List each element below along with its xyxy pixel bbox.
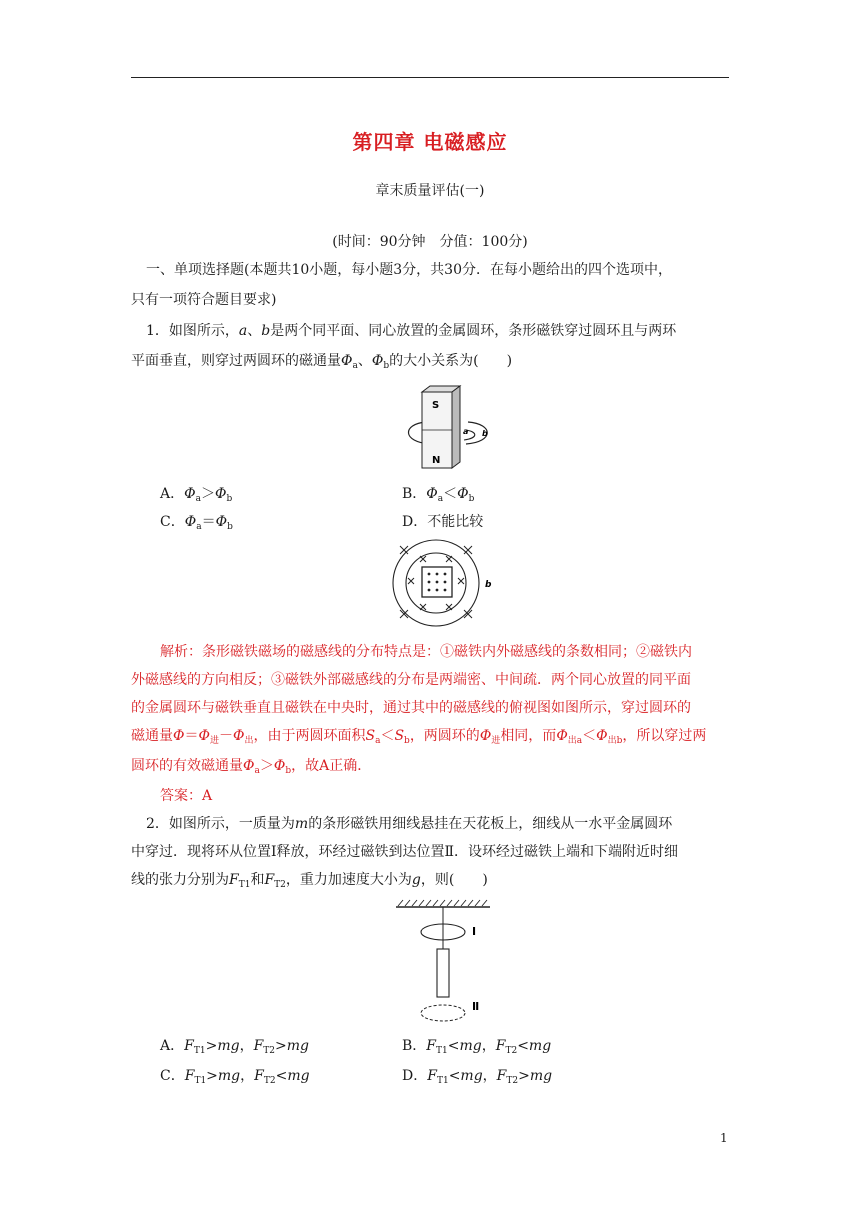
q2-line1: 2．如图所示，一质量为m的条形磁铁用细线悬挂在天花板上，细线从一水平金属圆环	[146, 816, 673, 832]
exam-info: (时间：90分钟 分值：100分)	[332, 234, 528, 250]
analysis-line5: 圆环的有效磁通量$\Phi_a>\Phi_b$，故A正确．	[131, 758, 372, 776]
section-heading-line2: 只有一项符合题目要求)	[131, 292, 277, 308]
subtitle: 章末质量评估(一)	[375, 183, 485, 199]
q1-line1: 1．如图所示，a、b是两个同平面、同心放置的金属圆环，条形磁铁穿过圆环且与两环	[146, 323, 677, 339]
header-rule	[131, 77, 729, 78]
q2-figure-hanging-magnet	[392, 899, 496, 1029]
q2-option-c[interactable]: C．$F_{T1}>mg$，$F_{T2}<mg$	[160, 1068, 310, 1086]
q2-line3: 线的张力分别为$F_{T1}$和$F_{T2}$，重力加速度大小为g，则( )	[131, 872, 488, 890]
magnet-label-n: N	[432, 455, 441, 466]
position-label-2: Ⅱ	[472, 1000, 480, 1013]
ring-label-b: b	[482, 429, 488, 438]
q2-option-d[interactable]: D．$F_{T1}<mg$，$F_{T2}>mg$	[402, 1068, 553, 1086]
page-number: 1	[720, 1131, 728, 1145]
analysis-line4: 磁通量$\Phi=\Phi_进-\Phi_出$，由于两圆环面积$S_a<S_b$，两圆环的$\Phi_进$相同，而$\Phi_{出a}<\Phi_{出b}$，所以穿过两	[131, 728, 707, 746]
q1-option-b[interactable]: B．$\Phi_a<\Phi_b$	[402, 486, 475, 504]
answer-1: 答案：A	[160, 788, 213, 804]
magnet-label-s: S	[432, 400, 440, 411]
analysis-line3: 的金属圆环与磁铁垂直且磁铁在中央时，通过其中的磁感线的俯视图如图所示，穿过圆环的	[131, 700, 691, 716]
top-view-label-b: b	[485, 580, 492, 590]
q2-line2: 中穿过．现将环从位置Ⅰ释放，环经过磁铁到达位置Ⅱ．设环经过磁铁上端和下端附近时细	[131, 844, 679, 860]
q2-option-a[interactable]: A．$F_{T1}>mg$，$F_{T2}>mg$	[160, 1038, 309, 1056]
chapter-title: 第四章 电磁感应	[352, 130, 508, 154]
q1-line2: 平面垂直，则穿过两圆环的磁通量$\Phi_a$、$\Phi_b$的大小关系为( )	[131, 353, 513, 371]
q1-option-d[interactable]: D．不能比较	[402, 514, 484, 530]
section-heading-line1: 一、单项选择题(本题共10小题，每小题3分，共30分．在每小题给出的四个选项中，	[146, 262, 672, 278]
q1-option-a[interactable]: A．$\Phi_a>\Phi_b$	[160, 486, 233, 504]
q1-figure-magnet	[396, 382, 506, 474]
q1-figure-top-view	[388, 538, 500, 630]
q2-option-b[interactable]: B．$F_{T1}<mg$，$F_{T2}<mg$	[402, 1038, 552, 1056]
q1-option-c[interactable]: C．$\Phi_a=\Phi_b$	[160, 514, 233, 532]
analysis-line2: 外磁感线的方向相反；③磁铁外部磁感线的分布是两端密、中间疏．两个同心放置的同平面	[131, 672, 691, 688]
position-label-1: Ⅰ	[472, 925, 477, 938]
analysis-line1: 解析：条形磁铁磁场的磁感线的分布特点是：①磁铁内外磁感线的条数相同；②磁铁内	[160, 644, 692, 660]
ring-label-a: a	[463, 427, 469, 436]
